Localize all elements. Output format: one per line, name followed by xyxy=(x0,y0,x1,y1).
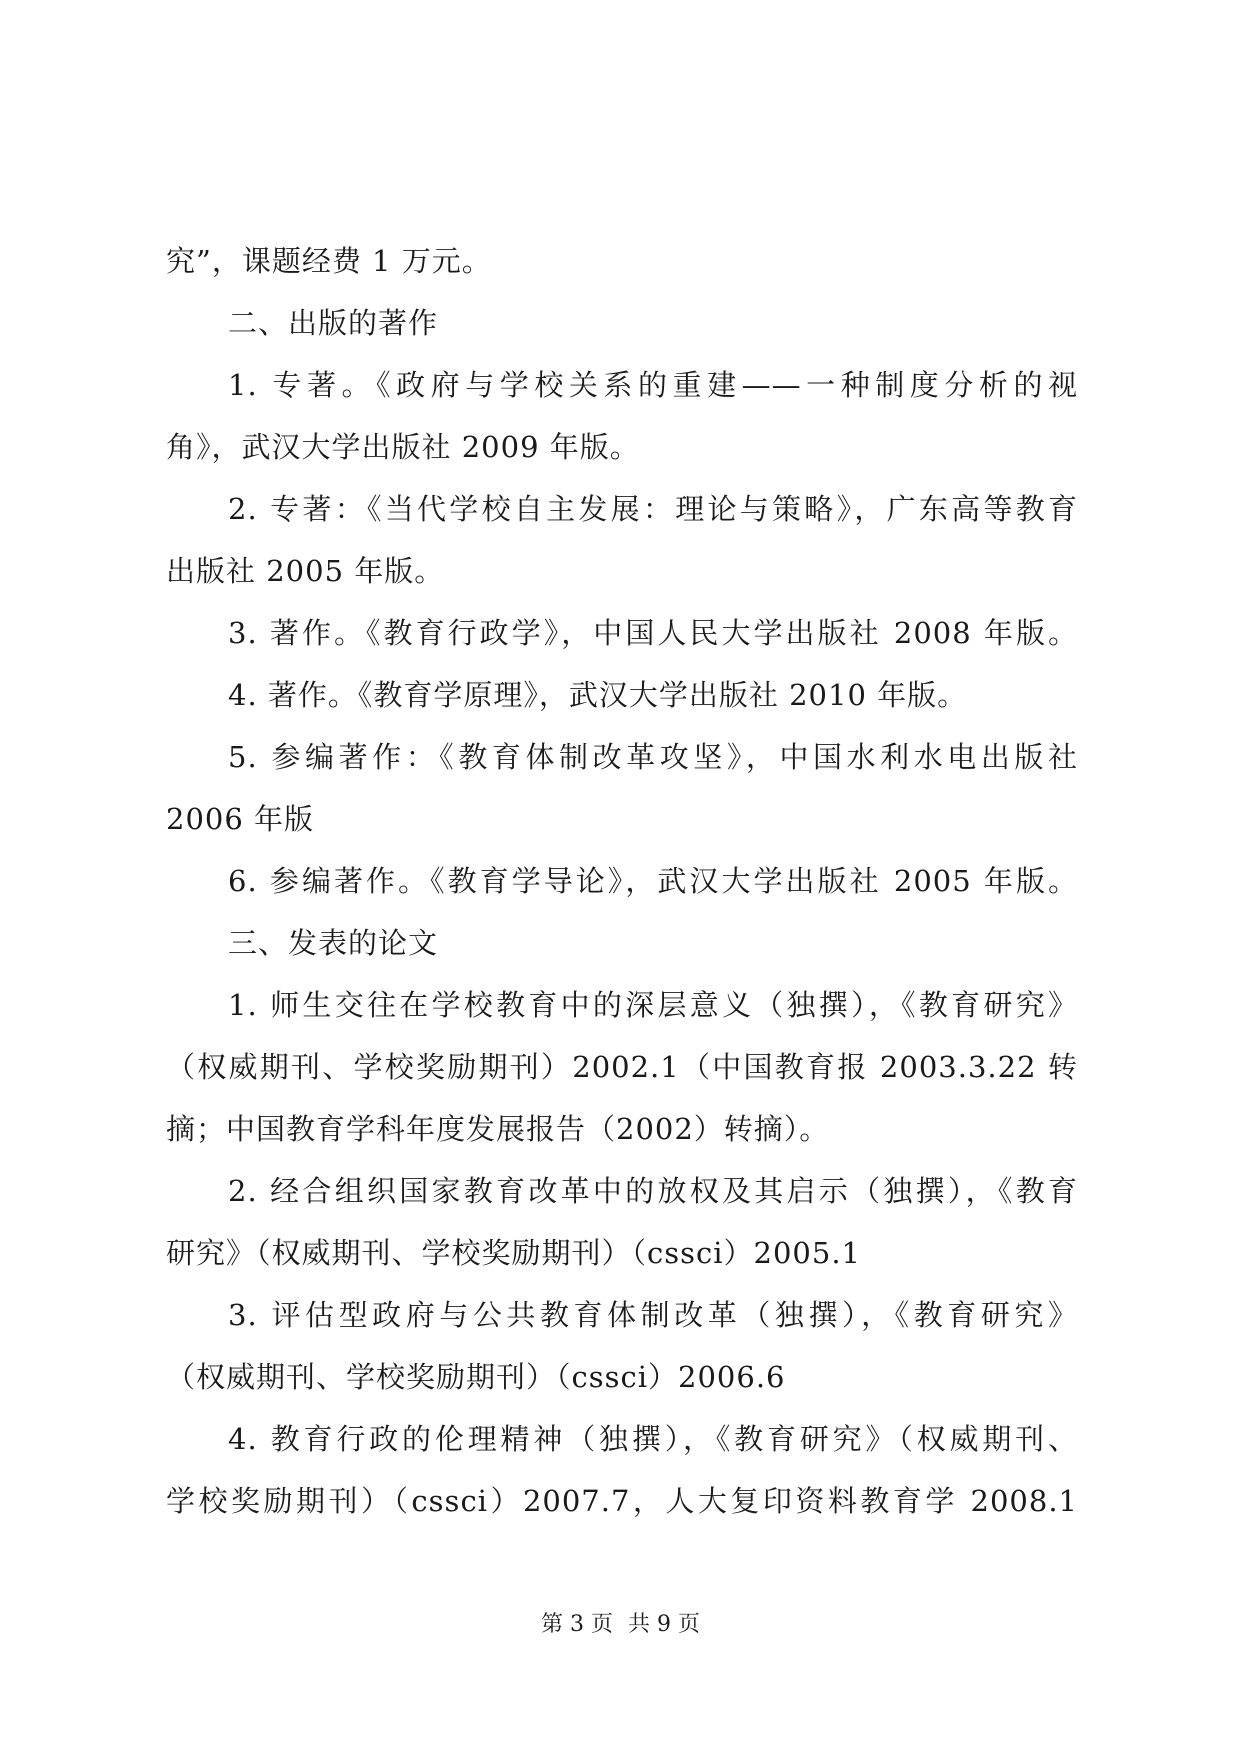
paper-item-1-cont: （权威期刊、学校奖励期刊）2002.1（中国教育报 2003.3.22 转 xyxy=(166,1050,1078,1084)
page-number: 第 3 页 xyxy=(541,1612,613,1637)
paper-item-3: 3. 评估型政府与公共教育体制改革（独撰），《教育研究》 xyxy=(228,1298,1078,1332)
paper-item-3-cont: （权威期刊、学校奖励期刊）（cssci）2006.6 xyxy=(166,1360,786,1394)
publication-item-6: 6. 参编著作。《教育学导论》，武汉大学出版社 2005 年版。 xyxy=(228,864,1078,898)
paper-item-4: 4. 教育行政的伦理精神（独撰），《教育研究》（权威期刊、 xyxy=(228,1422,1078,1456)
page-footer xyxy=(0,1610,1241,1640)
section-heading-papers: 三、发表的论文 xyxy=(228,926,439,960)
paper-item-1: 1. 师生交往在学校教育中的深层意义（独撰），《教育研究》 xyxy=(228,988,1078,1022)
paper-item-1-cont2: 摘；中国教育学科年度发展报告（2002）转摘）。 xyxy=(166,1112,830,1146)
paper-item-2: 2. 经合组织国家教育改革中的放权及其启示（独撰），《教育 xyxy=(228,1174,1078,1208)
document-body xyxy=(166,230,1078,1532)
total-pages: 共 9 页 xyxy=(628,1612,700,1637)
publication-item-2: 2. 专著：《当代学校自主发展：理论与策略》，广东高等教育 xyxy=(228,492,1078,526)
publication-item-1-cont: 角》，武汉大学出版社 2009 年版。 xyxy=(166,430,640,464)
publication-item-2-cont: 出版社 2005 年版。 xyxy=(166,554,445,588)
publication-item-4: 4. 著作。《教育学原理》，武汉大学出版社 2010 年版。 xyxy=(228,678,968,712)
publication-item-3: 3. 著作。《教育行政学》，中国人民大学出版社 2008 年版。 xyxy=(228,616,1078,650)
publication-item-5-cont: 2006 年版 xyxy=(166,802,315,836)
publication-item-1: 1. 专著。《政府与学校关系的重建——一种制度分析的视 xyxy=(228,368,1078,402)
section-heading-publications: 二、出版的著作 xyxy=(228,306,439,340)
paper-item-2-cont: 研究》（权威期刊、学校奖励期刊）（cssci）2005.1 xyxy=(166,1236,861,1270)
paper-item-4-cont: 学校奖励期刊）（cssci）2007.7，人大复印资料教育学 2008.1 xyxy=(166,1484,1078,1518)
text-line-continuation: 究”，课题经费 1 万元。 xyxy=(166,244,492,278)
publication-item-5: 5. 参编著作：《教育体制改革攻坚》，中国水利水电出版社 xyxy=(228,740,1078,774)
